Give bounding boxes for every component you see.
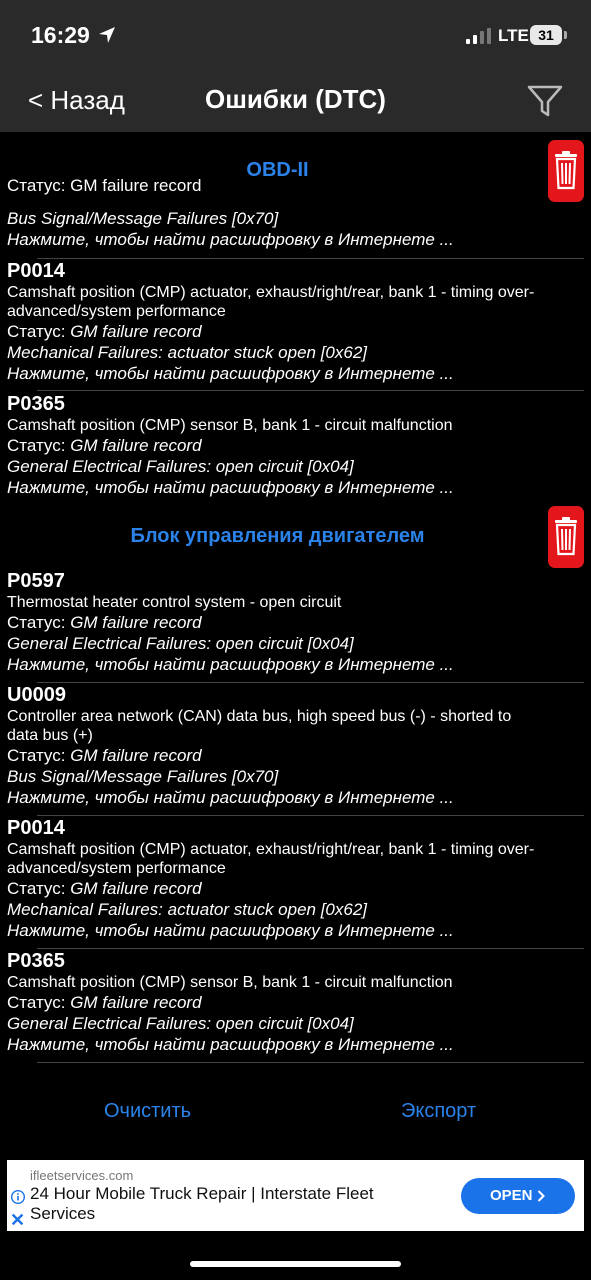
dtc-failure: Mechanical Failures: actuator stuck open [0x62] [7,343,368,362]
back-button[interactable]: < Назад [28,85,125,115]
dtc-code: P0014 [7,260,65,282]
divider [37,390,584,391]
ad-open-label: OPEN [490,1187,533,1204]
list-item[interactable] [7,393,584,498]
dtc-code: P0365 [7,950,65,972]
dtc-failure: Bus Signal/Message Failures [0x70] [7,209,279,228]
clear-button[interactable]: Очистить [104,1100,192,1122]
list-item[interactable] [7,950,584,1055]
dtc-code: U0009 [7,684,66,706]
dtc-description: Camshaft position (CMP) sensor B, bank 1 - circuit malfunction [7,974,453,991]
dtc-failure: General Electrical Failures: open circuit [0x04] [7,457,354,476]
action-bar [0,1092,591,1132]
dtc-status-value: GM failure record [70,879,202,898]
dtc-failure: Bus Signal/Message Failures [0x70] [7,767,279,786]
list-item[interactable] [7,208,584,250]
ad-banner[interactable] [7,1160,584,1231]
dtc-lookup-link[interactable]: Нажмите, чтобы найти расшифровку в Интернете ... [7,364,454,383]
dtc-list[interactable] [0,132,591,1142]
ad-text-line: 24 Hour Mobile Truck Repair | Interstate Fleet [30,1184,374,1203]
signal-bars-icon [466,28,492,44]
dtc-description: Controller area network (CAN) data bus, high speed bus (-) - shorted to [7,708,512,725]
network-type: LTE [498,26,529,45]
dtc-status-value: GM failure record [70,746,202,765]
dtc-status-value: GM failure record [70,993,202,1012]
dtc-status-value: GM failure record [70,613,202,632]
battery-tip [564,31,567,39]
chevron-right-icon [537,1190,545,1202]
ad-text[interactable] [30,1184,430,1224]
dtc-description-cont: advanced/system performance [7,860,226,877]
dtc-description-cont: advanced/system performance [7,303,226,320]
dtc-lookup-link[interactable]: Нажмите, чтобы найти расшифровку в Интернете ... [7,230,454,249]
status-time: 16:29 [31,22,90,48]
ad-text-line: Services [30,1204,96,1223]
dtc-status-value: GM failure record [70,436,202,455]
dtc-description: Camshaft position (CMP) actuator, exhaust/right/rear, bank 1 - timing over- [7,841,535,858]
delete-section-button[interactable] [548,506,584,568]
dtc-lookup-link[interactable]: Нажмите, чтобы найти расшифровку в Интернете ... [7,788,454,807]
dtc-lookup-link[interactable]: Нажмите, чтобы найти расшифровку в Интернете ... [7,921,454,940]
dtc-status-partial: Статус: GM failure record [7,176,202,195]
dtc-description: Thermostat heater control system - open circuit [7,594,342,611]
home-indicator[interactable] [190,1261,401,1267]
list-item[interactable] [7,684,584,808]
dtc-status-label: Статус: [7,436,66,455]
divider [37,682,584,683]
dtc-code: P0597 [7,570,65,592]
location-arrow-icon [98,26,116,44]
dtc-code: P0365 [7,393,65,415]
status-bar [0,0,591,70]
dtc-status-label: Статус: [7,746,66,765]
dtc-lookup-link[interactable]: Нажмите, чтобы найти расшифровку в Интернете ... [7,478,454,497]
list-item-partial-top [7,176,584,196]
dtc-status-label: Статус: [7,613,66,632]
dtc-status-label: Статус: [7,879,66,898]
list-item[interactable] [7,817,584,941]
dtc-failure: General Electrical Failures: open circuit [0x04] [7,634,354,653]
dtc-status-label: Статус: [7,322,66,341]
divider [37,948,584,949]
ad-open-button[interactable] [461,1178,575,1214]
ad-domain: ifleetservices.com [30,1168,134,1183]
dtc-status-value: GM failure record [70,322,202,341]
dtc-description: Camshaft position (CMP) actuator, exhaust/right/rear, bank 1 - timing over- [7,284,535,301]
list-item[interactable] [7,570,584,675]
section-title-obd2: OBD-II [246,159,309,181]
dtc-status-label: Статус: [7,993,66,1012]
list-item[interactable] [7,260,584,384]
dtc-description: Camshaft position (CMP) sensor B, bank 1 - circuit malfunction [7,417,453,434]
section-title-ecu: Блок управления двигателем [130,525,425,547]
page-title: Ошибки (DTC) [205,84,386,114]
filter-icon[interactable] [526,82,564,120]
close-icon[interactable]: ✕ [10,1210,26,1230]
divider [37,258,584,259]
battery-icon [530,25,562,45]
divider [37,815,584,816]
nav-bar [0,70,591,132]
dtc-lookup-link[interactable]: Нажмите, чтобы найти расшифровку в Интернете ... [7,1035,454,1054]
battery-level: 31 [538,27,554,43]
dtc-lookup-link[interactable]: Нажмите, чтобы найти расшифровку в Интернете ... [7,655,454,674]
trash-icon [554,517,578,555]
info-icon[interactable] [11,1190,25,1204]
dtc-failure: General Electrical Failures: open circuit [0x04] [7,1014,354,1033]
export-button[interactable]: Экспорт [401,1100,477,1122]
divider [37,1062,584,1063]
dtc-code: P0014 [7,817,65,839]
dtc-description-cont: data bus (+) [7,727,93,744]
dtc-failure: Mechanical Failures: actuator stuck open [0x62] [7,900,368,919]
